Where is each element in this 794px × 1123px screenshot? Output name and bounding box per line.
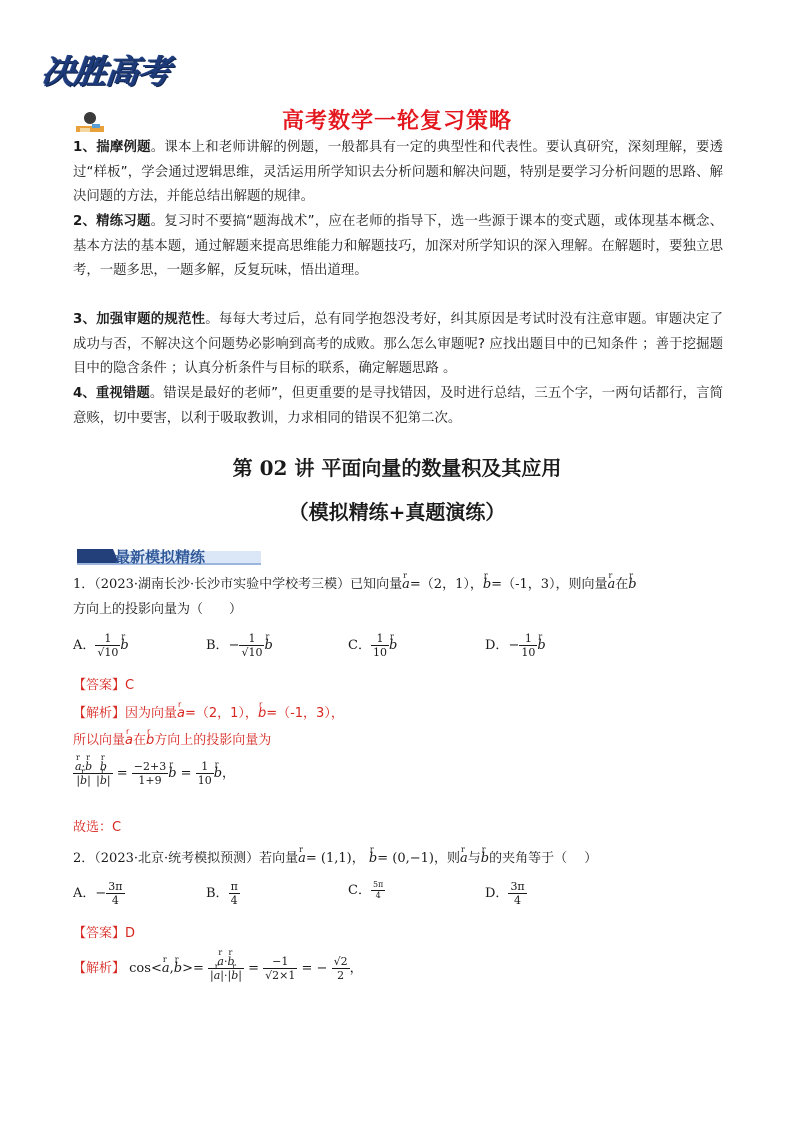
- q2-option-b: B． $\frac{\pi}{4}$: [206, 880, 238, 907]
- q2-option-a: A．− $\frac{3\pi}{4}$: [73, 880, 123, 907]
- q1-option-b: B．− $\frac{1}{√10}$ r b: [206, 632, 273, 659]
- strategy-1: [73, 136, 723, 210]
- vector-b: r b: [483, 575, 491, 595]
- q1-line2: 方向上的投影向量为（ ）: [73, 602, 243, 617]
- lecture-title: 第 02 讲 平面向量的数量积及其应用: [232, 456, 562, 480]
- question-1-line2: [73, 600, 733, 620]
- strategy-3: [73, 308, 723, 382]
- vector-b: r b: [628, 575, 636, 595]
- q1-on: 在: [615, 577, 629, 592]
- q1-choose: 故选：C: [73, 820, 122, 835]
- q2-option-d: D． $\frac{3\pi}{4}$: [485, 880, 525, 907]
- q2-analysis: 【解析】 cos<r a,r b>= r $\frac{\text{a·r b}}{\text{|r a|·|r b|}}$ = $\frac{-1}{√2\times 1}$ = − $\frac{√2}{2}$ ，: [73, 955, 733, 982]
- strategy-2-lead: 2、精练习题: [73, 214, 151, 229]
- q1-formula: r $\frac{\text{a·r b}}{\text{|r b|}}$ r $\frac{b}{\text{|r b|}}$ = $\frac{-2+3}{1+9}$ r b = $\frac{1}{10}$ r b，: [73, 760, 733, 787]
- question-2: 2．（2023·北京·统考模拟预测）若向量r a= (1,1)， r b= (0,−1)，则r a与r b的夹角等于（ ）: [73, 849, 733, 869]
- q1-analysis-1: 【解析】因为向量r a=（2，1），r b=（-1，3），: [73, 704, 733, 724]
- vector-a: r a: [608, 575, 616, 595]
- q2-option-c: C． $\frac{5\pi}{4}$: [348, 880, 384, 900]
- vector-a: r a: [402, 575, 410, 595]
- q1-option-a: A． $\frac{1}{√10}$ r b: [73, 632, 129, 659]
- strategy-3-text: 。每每大考过后，总有同学抱怨没考好，纠其原因是考试时没有注意审题。审题决定了成功与否，不解决这个问题势必影响到高考的成败。那么怎么审题呢? 应找出题目中的已知条件 ；善于挖掘题目中的隐含条件 ；认真分析条件与目标的联系，确定解题思路 。: [73, 312, 723, 376]
- strategy-3-lead: 3、加强审题的规范性: [73, 312, 206, 327]
- section-title: 最新模拟精练: [115, 548, 206, 566]
- q1-analysis-2: 所以向量r a在r b方向上的投影向量为: [73, 731, 733, 751]
- strategy-4-text: 。错误是最好的老师”，但更重要的是寻找错因，及时进行总结，三五个字，一两句话都行，言简意赅，切中要害，以利于吸取教训，力求相同的错误不犯第二次。: [73, 386, 723, 426]
- q1-option-d: D．− $\frac{1}{10}$ r b: [485, 632, 546, 659]
- q1-option-c: C． $\frac{1}{10}$ r b: [348, 632, 397, 659]
- strategy-1-lead: 1、揣摩例题: [73, 140, 151, 155]
- q1-b-val: =（-1，3），则向量: [491, 577, 608, 592]
- strategy-4-lead: 4、重视错题: [73, 386, 150, 401]
- page-title: 高考数学一轮复习策略: [281, 109, 512, 134]
- strategy-4: [73, 382, 723, 431]
- strategy-2-text: 。复习时不要搞“题海战术”，应在老师的指导下，选一些源于课本的变式题，或体现基本概念、基本方法的基本题，通过解题来提高思维能力和解题技巧，加深对所学知识的深入理解。在解题时，要独立思考，一题多思，一题多解，反复玩味，悟出道理。: [73, 214, 723, 278]
- q2-answer: 【答案】D: [73, 926, 136, 941]
- strategy-1-text: 。课本上和老师讲解的例题，一般都具有一定的典型性和代表性。要认真研究，深刻理解，要透过“样板”，学会通过逻辑思维，灵活运用所学知识去分析问题和解决问题，特别是要学习分析问题的思路、解决问题的方法，并能总结出解题的规律。: [73, 140, 723, 204]
- q1-source: （2023·湖南长沙·长沙市实验中学校考三模）已知向量: [94, 577, 403, 592]
- q1-number: 1．: [73, 577, 95, 592]
- question-1: [73, 575, 733, 595]
- q1-a-val: =（2，1），: [409, 577, 483, 592]
- lecture-subtitle: （模拟精练+真题演练）: [288, 500, 506, 524]
- logo-text: 决胜高考: [40, 52, 173, 91]
- strategy-2: [73, 210, 723, 284]
- q1-answer: 【答案】C: [73, 678, 135, 693]
